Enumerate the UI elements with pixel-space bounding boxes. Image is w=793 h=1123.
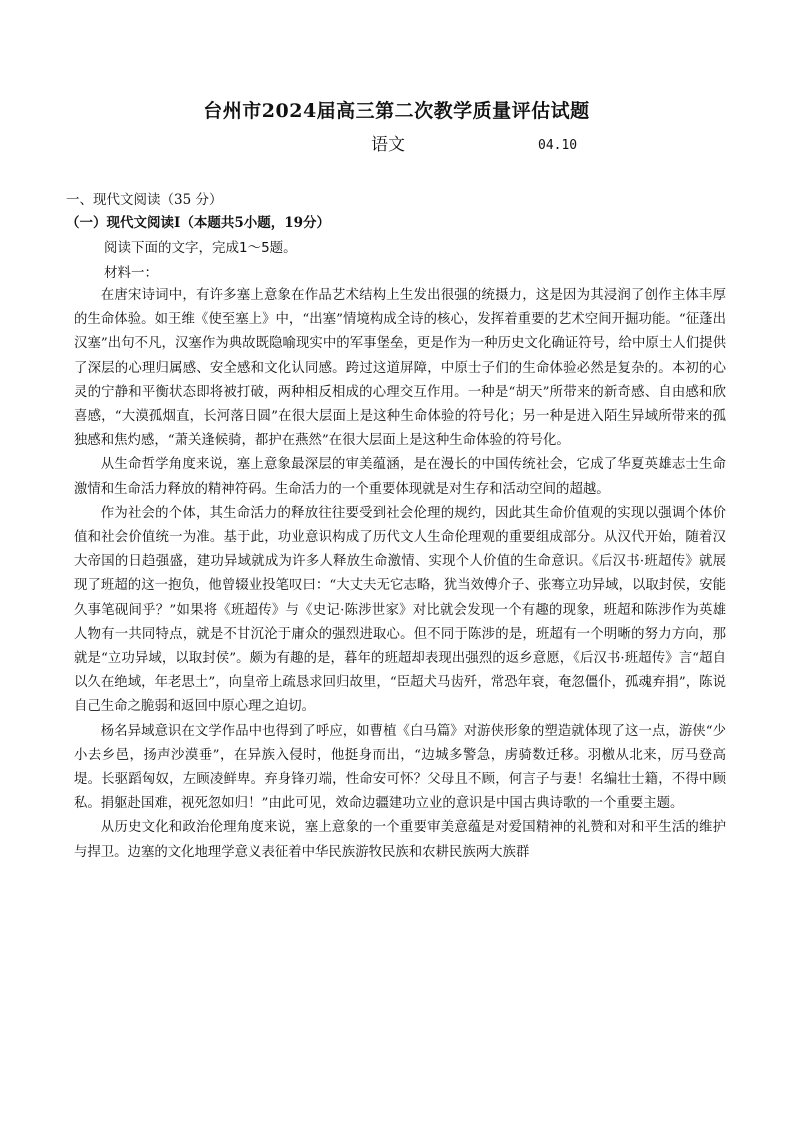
paragraph-4: 杨名异域意识在文学作品中也得到了呼应，如曹植《白马篇》对游侠形象的塑造就体现了这一点，游侠“少小去乡邑，扬声沙漠垂”，在异族入侵时，他挺身而出，“边城多警急，虏骑数迁移。羽檄从北来，厉马登高堤。长驱蹈匈奴，左顾凌鲜卑。弃身锋刃端，性命安可怀？父母且不顾，何言子与妻！名编壮士籍，不得中顾私。捐躯赴国难，视死忽如归！”由此可见，效命边疆建功立业的意识是中国古典诗歌的一个重要主题。 — [74, 723, 726, 812]
subsection-heading: （一）现代文阅读Ⅰ（本题共5小题，19分） — [66, 215, 330, 231]
paragraph-1: 在唐宋诗词中，有许多塞上意象在作品艺术结构上生发出很强的统摄力，这是因为其浸润了创作主体丰厚的生命体验。如王维《使至塞上》中，“出塞”情境构成全诗的核心，发挥着重要的艺术空间开掘功能。“征蓬出汉塞”出句不凡，汉塞作为典故既隐喻现实中的军事堡垒，更是作为一种历史文化确证符号，给中原士人们提供了深层的心理归属感、安全感和文化认同感。跨过这道屏障，中原士子们的生命体验必然是复杂的。本初的心灵的宁静和平衡状态即将被打破，两种相反相成的心理交互作用。一种是“胡天”所带来的新奇感、自由感和欣喜感，“大漠孤烟直，长河落日圆”在很大层面上是这种生命体验的符号化；另一种是进入陌生异域所带来的孤独感和焦灼感，“萧关逢候骑，都护在燕然”在很大层面上是这种生命体验的符号化。 — [74, 288, 726, 449]
paragraph-5: 从历史文化和政治伦理角度来说，塞上意象的一个重要审美意蕴是对爱国精神的礼赞和对和平生活的维护与捍卫。边塞的文化地理学意义表征着中华民族游牧民族和农耕民族两大族群 — [74, 820, 726, 860]
section-heading: 一、现代文阅读（35 分） — [66, 192, 223, 208]
reading-instruction: 阅读下面的文字，完成1～5题。 — [104, 240, 297, 256]
passage-body — [74, 284, 726, 865]
exam-date: 04.10 — [538, 138, 578, 153]
exam-title: 台州市2024届高三第二次教学质量评估试题 — [203, 100, 590, 122]
subject-label: 语文 — [371, 135, 405, 155]
material-label: 材料一： — [104, 265, 158, 281]
paragraph-3: 作为社会的个体，其生命活力的释放往往要受到社会伦理的规约，因此其生命价值观的实现以强调个体价值和社会价值统一为准。基于此，功业意识构成了历代文人生命伦理观的重要组成部分。从汉代开始，随着汉大帝国的日趋强盛，建功异域就成为许多人释放生命激情、实现个人价值的生命意识。《后汉书·班超传》就展现了班超的这一抱负，他曾辍业投笔叹曰：“大丈夫无它志略，犹当效傅介子、张骞立功异域，以取封侯，安能久事笔砚间乎？”如果将《班超传》与《史记·陈涉世家》对比就会发现一个有趣的现象，班超和陈涉作为英雄人物有一共同特点，就是不甘沉沦于庸众的强烈进取心。但不同于陈涉的是，班超有一个明晰的努力方向，那就是“立功异域，以取封侯”。颇为有趣的是，暮年的班超却表现出强烈的返乡意愿，《后汉书·班超传》言“超自以久在绝域，年老思土”，向皇帝上疏恳求回归故里，“臣超犬马齿歼，常恐年衰，奄忽僵仆，孤魂弃捐”，陈说自己生命之脆弱和返回中原心理之迫切。 — [74, 505, 726, 715]
subtitle-row — [0, 134, 793, 158]
paragraph-2: 从生命哲学角度来说，塞上意象最深层的审美蕴涵，是在漫长的中国传统社会，它成了华夏英雄志士生命激情和生命活力释放的精神符码。生命活力的一个重要体现就是对生存和活动空间的超越。 — [74, 457, 726, 497]
